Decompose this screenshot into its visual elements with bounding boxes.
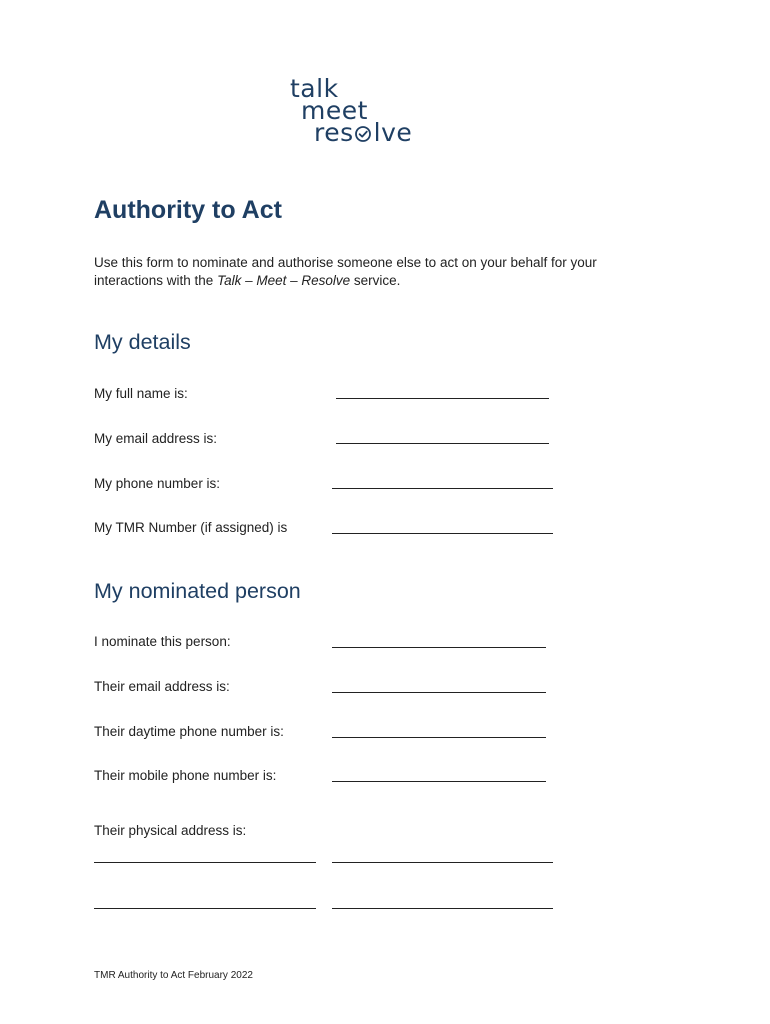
intro-paragraph bbox=[94, 254, 654, 289]
logo-line-resolve bbox=[290, 118, 413, 147]
phone-field[interactable] bbox=[332, 488, 553, 489]
nominee-address-label: Their physical address is: bbox=[94, 823, 247, 838]
nominated-person-field[interactable] bbox=[332, 647, 546, 648]
intro-text-end: service. bbox=[350, 272, 401, 288]
page-title: Authority to Act bbox=[94, 196, 282, 224]
nominee-email-label: Their email address is: bbox=[94, 679, 230, 694]
logo-text-res: res bbox=[314, 118, 354, 147]
nominee-mobile-phone-label: Their mobile phone number is: bbox=[94, 768, 277, 783]
section-heading-my-details: My details bbox=[94, 330, 191, 354]
service-name: Talk – Meet – Resolve bbox=[217, 272, 351, 288]
logo-line-meet: meet bbox=[301, 96, 368, 125]
nominee-daytime-phone-label: Their daytime phone number is: bbox=[94, 724, 284, 739]
tmr-number-field[interactable] bbox=[332, 533, 553, 534]
email-label: My email address is: bbox=[94, 431, 218, 446]
tmr-number-label: My TMR Number (if assigned) is bbox=[94, 520, 288, 535]
check-circle-icon bbox=[354, 125, 374, 143]
logo-line-talk: talk bbox=[290, 74, 339, 103]
intro-text: Use this form to nominate and authorise someone else to act on your behalf for your interactions with the bbox=[94, 255, 597, 288]
nominee-mobile-phone-field[interactable] bbox=[332, 781, 546, 782]
address-line-1-right-field[interactable] bbox=[332, 862, 553, 863]
section-heading-nominated-person: My nominated person bbox=[94, 579, 301, 603]
full-name-label: My full name is: bbox=[94, 386, 188, 401]
page-footer: TMR Authority to Act February 2022 bbox=[94, 970, 253, 981]
email-field[interactable] bbox=[336, 443, 549, 444]
address-line-2-left-field[interactable] bbox=[94, 908, 316, 909]
address-line-2-right-field[interactable] bbox=[332, 908, 553, 909]
logo-text-lve: lve bbox=[373, 118, 413, 147]
address-line-1-left-field[interactable] bbox=[94, 862, 316, 863]
full-name-field[interactable] bbox=[336, 398, 549, 399]
nominee-daytime-phone-field[interactable] bbox=[332, 737, 546, 738]
nominee-email-field[interactable] bbox=[332, 692, 546, 693]
phone-label: My phone number is: bbox=[94, 476, 221, 491]
talk-meet-resolve-logo bbox=[290, 74, 413, 147]
nominate-person-label: I nominate this person: bbox=[94, 634, 231, 649]
